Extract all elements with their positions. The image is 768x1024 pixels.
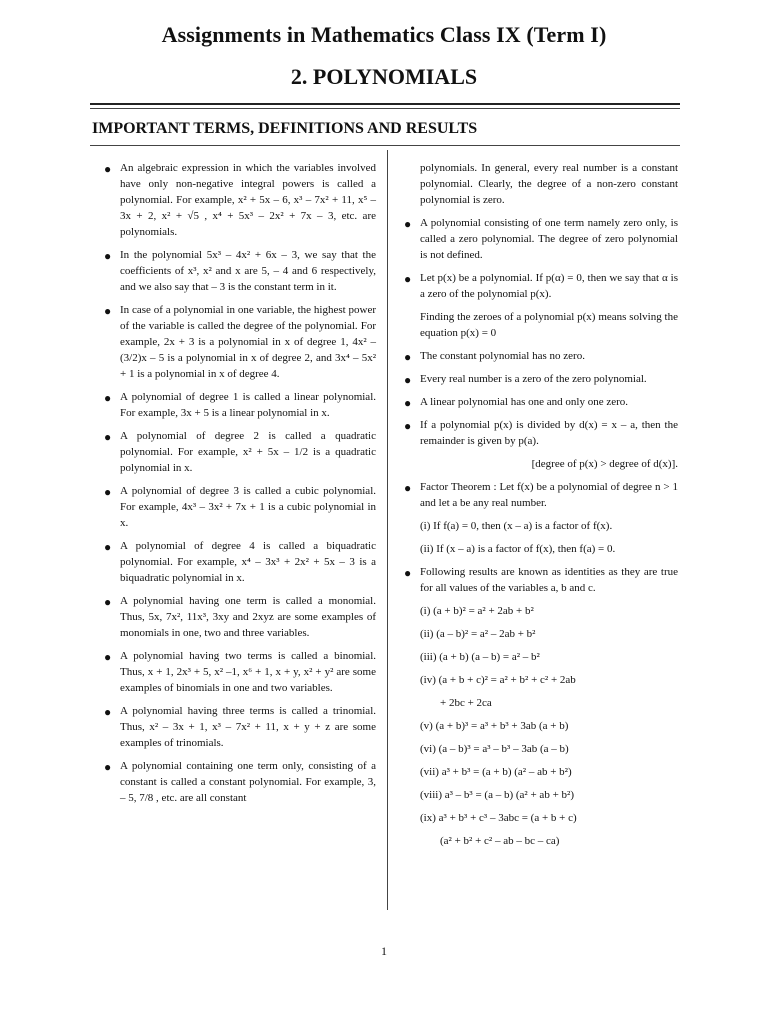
bullet-item: [404, 215, 678, 263]
bullet-item: [404, 417, 678, 449]
title-rule-thin: [90, 108, 680, 109]
bullet-icon: ●: [104, 430, 112, 444]
bullet-text: A linear polynomial has one and only one zero.: [420, 396, 629, 408]
factor-theorem-text: Factor Theorem : Let f(x) be a polynomial of degree n > 1 and let a be any real number.: [420, 481, 678, 509]
bullet-text: A polynomial of degree 1 is called a linear polynomial. For example, 3x + 5 is a linear polynomial in x.: [120, 391, 376, 419]
factor-point: (ii) If (x – a) is a factor of f(x), then f(a) = 0.: [420, 543, 616, 555]
bullet-item: [104, 302, 376, 382]
identity: (ii) (a – b)² = a² – 2ab + b²: [420, 628, 536, 640]
bullet-item: [404, 270, 678, 302]
bullet-item: [404, 394, 678, 410]
chapter-title: 2. POLYNOMIALS: [290, 64, 478, 89]
bullet-item: [104, 538, 376, 586]
bullet-icon: ●: [404, 272, 412, 286]
zeroes-note: Finding the zeroes of a polynomial p(x) means solving the equation p(x) = 0: [420, 311, 678, 339]
bullet-text: An algebraic expression in which the variables involved have only non-negative integral powers is called a polynomial. For example, x² + 5x – 6, x³ – 7x² + 11, x⁵ – 3x + 2, x² + √5 , x⁴ + 5x³ – 2x² + 7x – 3, etc. are polynomials.: [120, 162, 376, 238]
identity-continuation: + 2bc + 2ca: [440, 697, 492, 709]
bullet-icon: ●: [404, 419, 412, 433]
bullet-icon: ●: [104, 650, 112, 664]
bullet-icon: ●: [104, 249, 112, 263]
bullet-item: [104, 247, 376, 295]
bullet-text: A polynomial containing one term only, consisting of a constant is called a constant polynomial. For example, 3, – 5, 7/8 , etc. are all constant: [120, 760, 376, 804]
bullet-text: A polynomial of degree 4 is called a biquadratic polynomial. For example, x⁴ – 3x³ + 2x² + 5x – 3 is a biquadratic polynomial in x.: [120, 540, 376, 584]
bullet-icon: ●: [104, 485, 112, 499]
identity: (iii) (a + b) (a – b) = a² – b²: [420, 651, 540, 663]
bullet-item: [104, 758, 376, 806]
bullet-icon: ●: [104, 391, 112, 405]
bullet-text: In case of a polynomial in one variable, the highest power of the variable is called the degree of the polynomial. For example, 2x + 3 is a polynomial in x of degree 1, 4x² – (3/2)x – 5 is a polynomial in x of degree 2, and 3x⁴ – 5x² + 1 is a polynomial in x of degree 4.: [120, 304, 376, 380]
factor-point: (i) If f(a) = 0, then (x – a) is a factor of f(x).: [420, 520, 613, 532]
bullet-item: [104, 483, 376, 531]
bullet-icon: ●: [104, 162, 112, 176]
degree-note: [degree of p(x) > degree of d(x)].: [531, 458, 678, 470]
bullet-text: The constant polynomial has no zero.: [420, 350, 585, 362]
bullet-text: Let p(x) be a polynomial. If p(α) = 0, then we say that α is a zero of the polynomial p(x).: [420, 272, 678, 300]
bullet-item: [104, 160, 376, 240]
document-title: Assignments in Mathematics Class IX (Term I): [161, 22, 607, 47]
section-rule: [90, 145, 680, 146]
bullet-text: If a polynomial p(x) is divided by d(x) = x – a, then the remainder is given by p(a).: [420, 419, 678, 447]
bullet-item: [404, 479, 678, 511]
bullet-icon: ●: [404, 481, 412, 495]
bullet-icon: ●: [104, 705, 112, 719]
identity: (i) (a + b)² = a² + 2ab + b²: [420, 605, 534, 617]
bullet-text: A polynomial consisting of one term namely zero only, is called a zero polynomial. The degree of zero polynomial is not defined.: [420, 217, 678, 261]
bullet-item: [404, 348, 678, 364]
bullet-text: A polynomial of degree 2 is called a quadratic polynomial. For example, x² + 5x – 1/2 is a quadratic polynomial in x.: [120, 430, 376, 474]
bullet-text: A polynomial of degree 3 is called a cubic polynomial. For example, 4x³ – 3x² + 7x + 1 is a cubic polynomial in x.: [120, 485, 376, 529]
bullet-item: [104, 389, 376, 421]
bullet-item: [404, 371, 678, 387]
page-number: 1: [381, 944, 387, 958]
bullet-item: [104, 593, 376, 641]
bullet-text: Every real number is a zero of the zero polynomial.: [420, 373, 647, 385]
bullet-item: [104, 648, 376, 696]
identity: (v) (a + b)³ = a³ + b³ + 3ab (a + b): [420, 720, 569, 732]
bullet-text: A polynomial having three terms is called a trinomial. Thus, x² – 3x + 1, x³ – 7x² + 11, x + y + z are some examples of trinomials.: [120, 705, 376, 749]
bullet-icon: ●: [404, 373, 412, 387]
bullet-text: In the polynomial 5x³ – 4x² + 6x – 3, we say that the coefficients of x³, x² and x are 5, – 4 and 6 respectively, and we also say that – 3 is the constant term in it.: [120, 249, 376, 293]
section-title: IMPORTANT TERMS, DEFINITIONS AND RESULTS: [92, 120, 478, 137]
identity: (ix) a³ + b³ + c³ – 3abc = (a + b + c): [420, 812, 577, 824]
bullet-item: [104, 428, 376, 476]
identity: (iv) (a + b + c)² = a² + b² + c² + 2ab: [420, 674, 576, 686]
bullet-icon: ●: [104, 760, 112, 774]
title-rule: [90, 103, 680, 105]
identity: (vii) a³ + b³ = (a + b) (a² – ab + b²): [420, 766, 572, 778]
bullet-icon: ●: [104, 304, 112, 318]
bullet-icon: ●: [404, 566, 412, 580]
identity-continuation: (a² + b² + c² – ab – bc – ca): [440, 835, 560, 847]
bullet-icon: ●: [404, 396, 412, 410]
left-column: [104, 160, 376, 813]
bullet-text: Following results are known as identities as they are true for all values of the variables a, b and c.: [420, 566, 678, 594]
right-column: [404, 160, 678, 856]
bullet-icon: ●: [104, 540, 112, 554]
bullet-icon: ●: [104, 595, 112, 609]
bullet-item: [404, 564, 678, 596]
bullet-text: A polynomial having two terms is called a binomial. Thus, x + 1, 2x³ + 5, x² –1, x⁶ + 1, x + y, x² + y² are some examples of binomials in one and two variables.: [120, 650, 376, 694]
identity: (vi) (a – b)³ = a³ – b³ – 3ab (a – b): [420, 743, 569, 755]
bullet-item: [104, 703, 376, 751]
bullet-text: A polynomial having one term is called a monomial. Thus, 5x, 7x², 11x³, 3xy and 2xyz are some examples of monomials in one, two and three variables.: [120, 595, 376, 639]
identity: (viii) a³ – b³ = (a – b) (a² + ab + b²): [420, 789, 574, 801]
bullet-icon: ●: [404, 350, 412, 364]
continuation-text: polynomials. In general, every real number is a constant polynomial. Clearly, the degree of a non-zero constant polynomial is zero.: [420, 162, 678, 206]
column-divider: [387, 150, 388, 910]
bullet-icon: ●: [404, 217, 412, 231]
